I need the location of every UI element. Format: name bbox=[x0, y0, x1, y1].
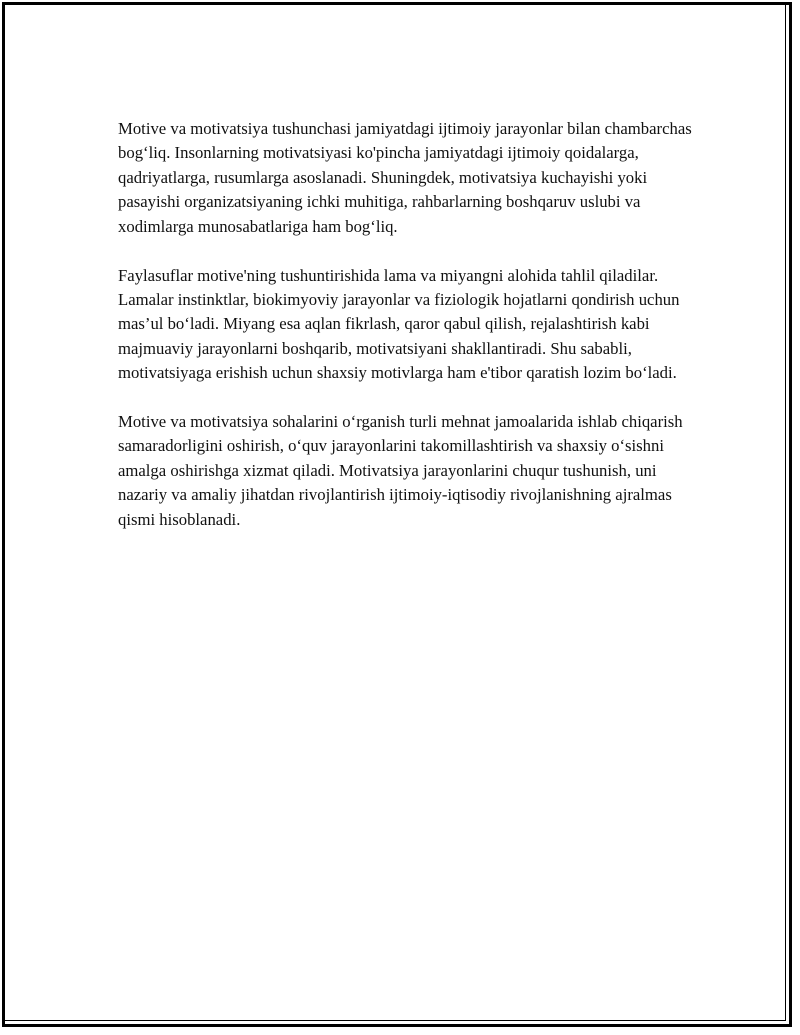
document-body bbox=[118, 117, 698, 557]
paragraph-1: Motive va motivatsiya tushunchasi jamiyatdagi ijtimoiy jarayonlar bilan chambarchas bog‘liq. Insonlarning motivatsiyasi ko'pincha jamiyatdagi ijtimoiy qoidalarga, qadriyatlarga, rusumlarga asoslanadi. Shuningdek, motivatsiya kuchayishi yoki pasayishi organizatsiyaning ichki muhitiga, rahbarlarning boshqaruv uslubi va xodimlarga munosabatlariga ham bog‘liq. bbox=[118, 119, 692, 236]
paragraph-3: Motive va motivatsiya sohalarini o‘rganish turli mehnat jamoalarida ishlab chiqarish samaradorligini oshirish, o‘quv jarayonlarini takomillashtirish va shaxsiy o‘sishni amalga oshirishga xizmat qiladi. Motivatsiya jarayonlarini chuqur tushunish, uni nazariy va amaliy jihatdan rivojlantirish ijtimoiy-iqtisodiy rivojlanishning ajralmas qismi hisoblanadi. bbox=[118, 412, 683, 529]
paragraph-2: Faylasuflar motive'ning tushuntirishida lama va miyangni alohida tahlil qiladilar. Lamalar instinktlar, biokimyoviy jarayonlar va fiziologik hojatlarni qondirish uchun mas’ul bo‘ladi. Miyang esa aqlan fikrlash, qaror qabul qilish, rejalashtirish kabi majmuaviy jarayonlarni boshqarib, motivatsiyani shakllantiradi. Shu sababli, motivatsiyaga erishish uchun shaxsiy motivlarga ham e'tibor qaratish lozim bo‘ladi. bbox=[118, 265, 680, 383]
